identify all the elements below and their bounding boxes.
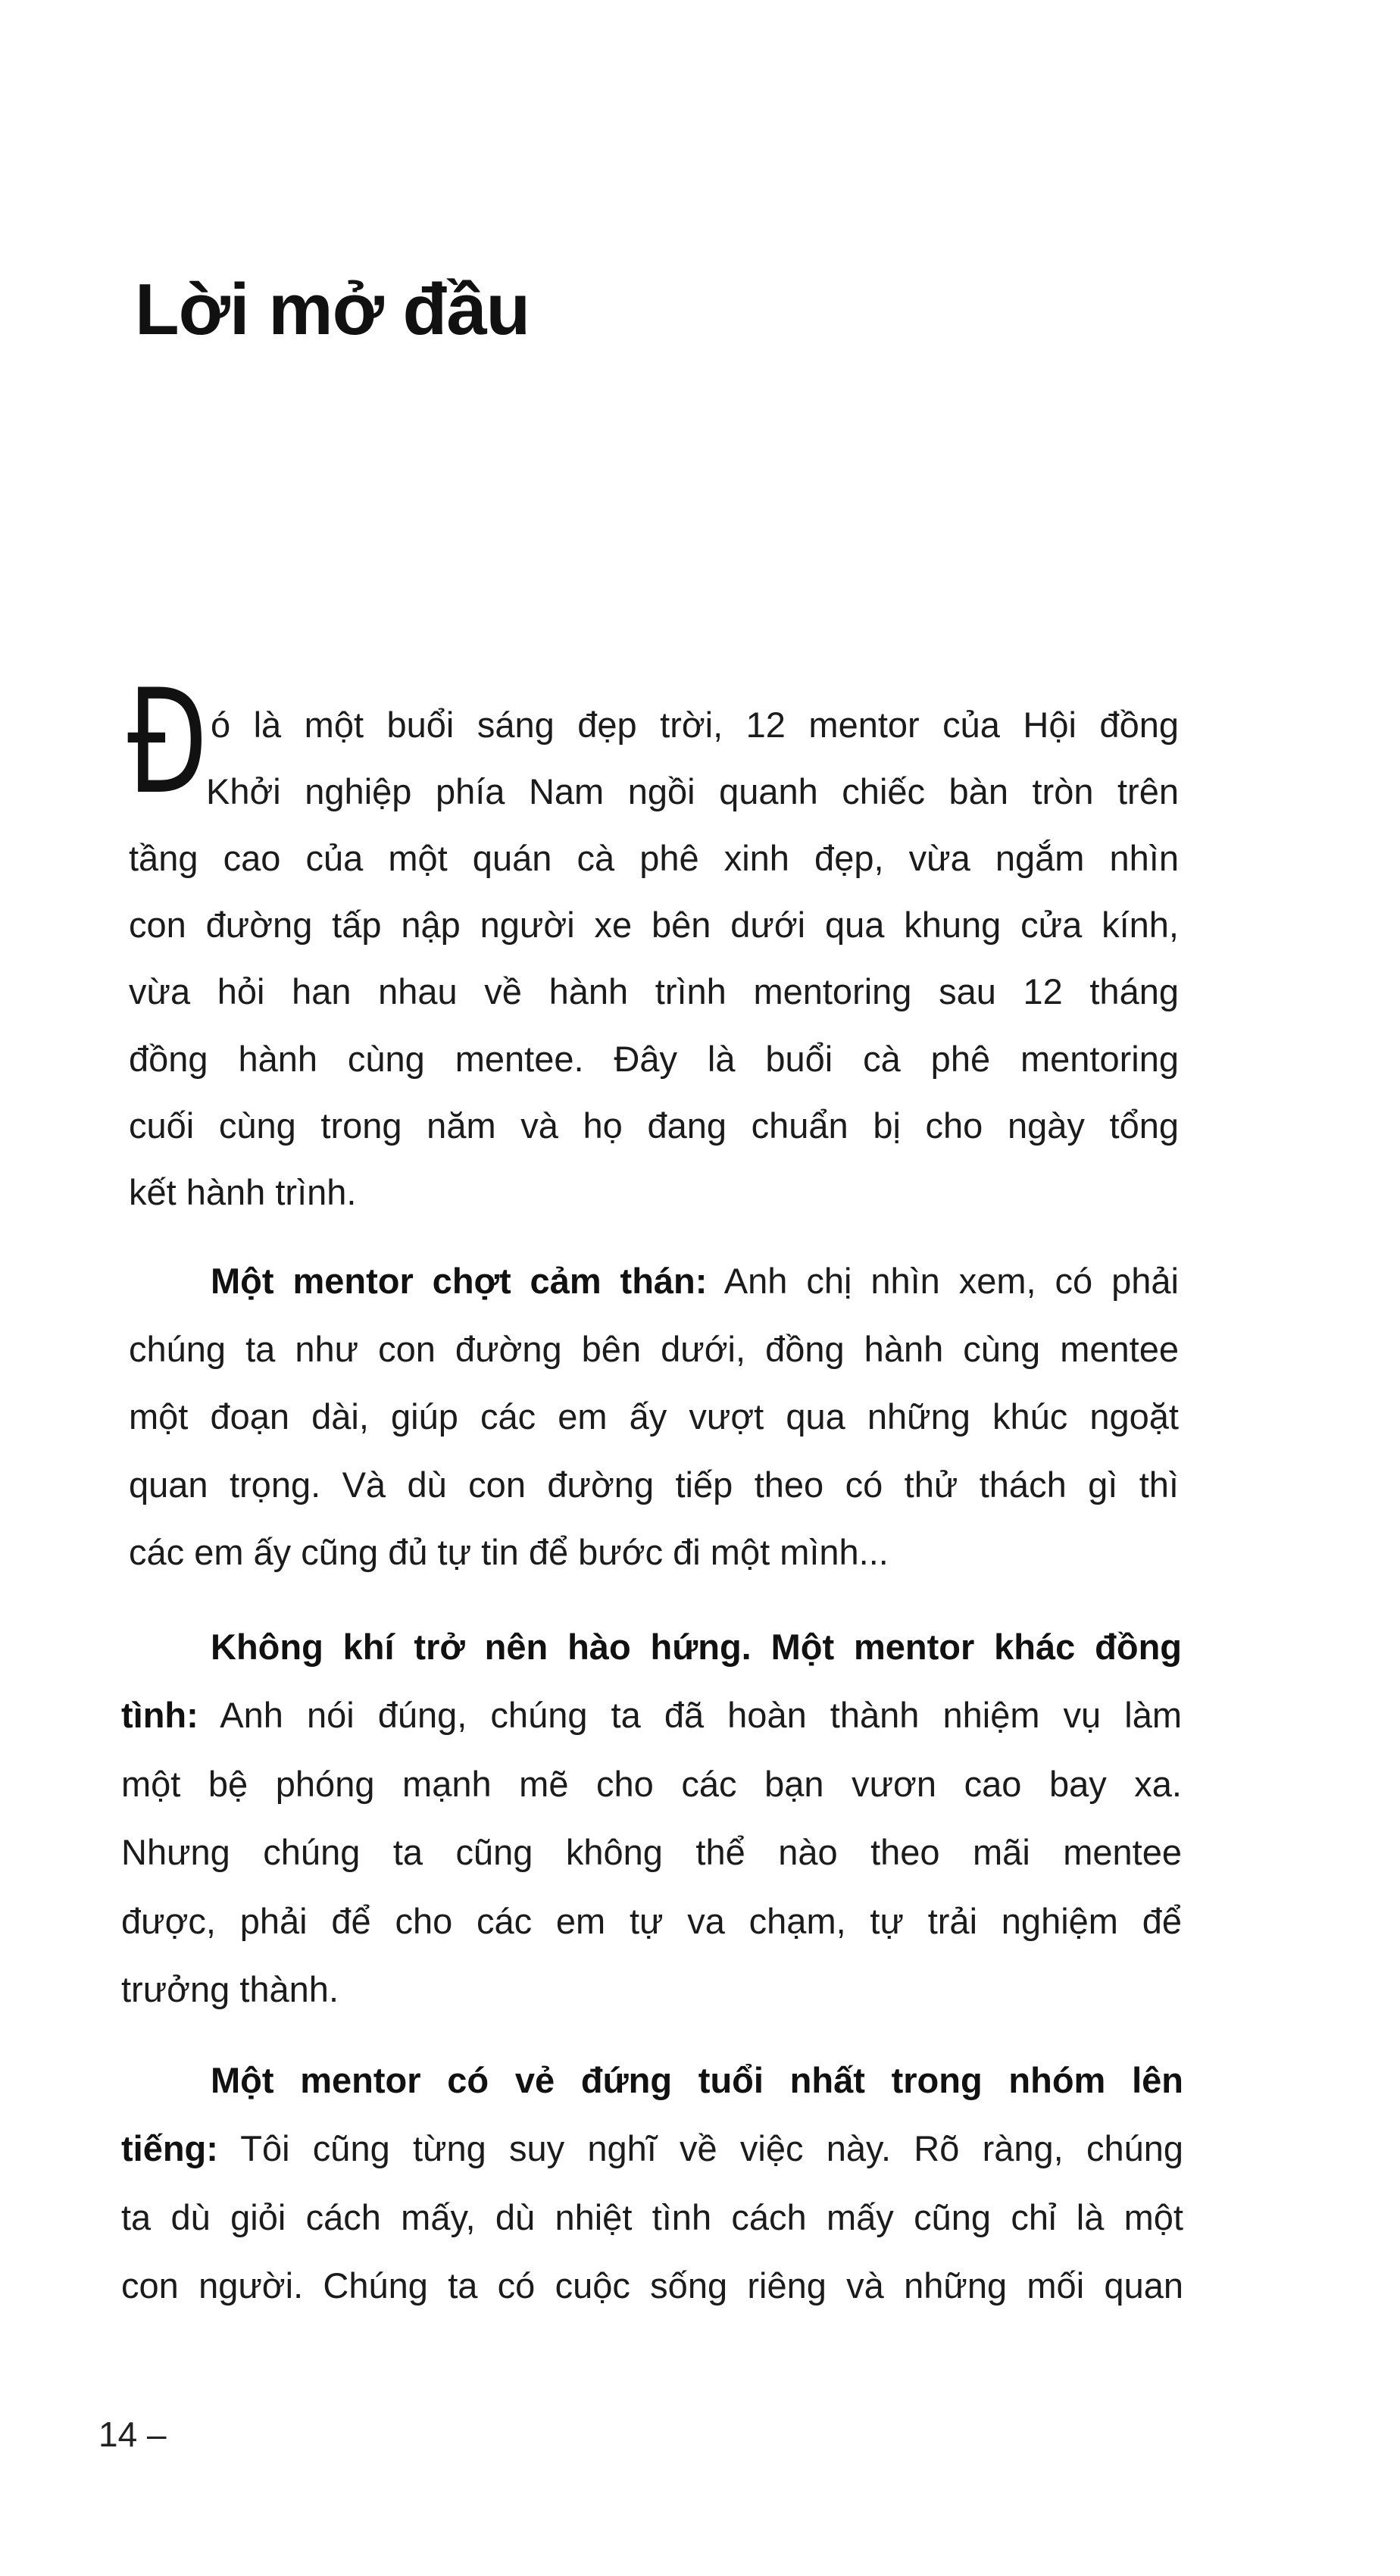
- text-line: [121, 1956, 1182, 2023]
- speaker-label: tình:: [121, 1695, 198, 1735]
- line-text: con người. Chúng ta có cuộc sống riêng và những mối quan: [121, 2265, 1183, 2306]
- line-text: đồng hành cùng mentee. Đây là buổi cà phê mentoring: [129, 1039, 1179, 1079]
- speaker-label: Không khí trở nên hào hứng. Một mentor khác đồng: [211, 1627, 1182, 1667]
- text-line: [121, 2184, 1183, 2251]
- text-line: [211, 2047, 1183, 2114]
- text-line: [129, 1316, 1179, 1383]
- line-text: ta dù giỏi cách mấy, dù nhiệt tình cách mấy cũng chỉ là một: [121, 2197, 1183, 2237]
- text-line: [129, 1383, 1179, 1450]
- line-text: kết hành trình.: [129, 1172, 357, 1212]
- line-text: tầng cao của một quán cà phê xinh đẹp, vừa ngắm nhìn: [129, 838, 1179, 878]
- line-text: Anh chị nhìn xem, có phải: [707, 1261, 1179, 1301]
- line-text: quan trọng. Và dù con đường tiếp theo có thử thách gì thì: [129, 1465, 1179, 1505]
- line-text: Khởi nghiệp phía Nam ngồi quanh chiếc bàn tròn trên: [206, 771, 1179, 811]
- text-line: [121, 2115, 1183, 2182]
- line-text: một bệ phóng mạnh mẽ cho các bạn vươn cao bay xa.: [121, 1764, 1182, 1804]
- line-text: trưởng thành.: [121, 1969, 339, 2009]
- text-line: [129, 1519, 1179, 1586]
- line-text: vừa hỏi han nhau về hành trình mentoring sau 12 tháng: [129, 971, 1179, 1011]
- page-number: 14 –: [98, 2415, 167, 2454]
- line-text: chúng ta như con đường bên dưới, đồng hành cùng mentee: [129, 1329, 1179, 1369]
- text-line: [206, 758, 1179, 825]
- text-line: [129, 958, 1179, 1025]
- text-line: [121, 2252, 1183, 2319]
- line-text: ó là một buổi sáng đẹp trời, 12 mentor của Hội đồng: [211, 705, 1179, 745]
- text-line: [129, 825, 1179, 892]
- drop-cap: Đ: [127, 658, 208, 826]
- text-line: [129, 1093, 1179, 1159]
- text-line: [121, 1751, 1182, 1818]
- text-line: [129, 1026, 1179, 1093]
- text-line: [211, 1614, 1182, 1680]
- line-text: Anh nói đúng, chúng ta đã hoàn thành nhiệm vụ làm: [198, 1695, 1182, 1735]
- text-line: [129, 1452, 1179, 1518]
- speaker-label: Một mentor chợt cảm thán:: [211, 1261, 708, 1301]
- text-line: [129, 892, 1179, 958]
- text-line: [211, 692, 1179, 758]
- line-text: con đường tấp nập người xe bên dưới qua khung cửa kính,: [129, 905, 1179, 945]
- speaker-label: tiếng:: [121, 2128, 218, 2168]
- line-text: một đoạn dài, giúp các em ấy vượt qua những khúc ngoặt: [129, 1396, 1179, 1436]
- chapter-title: Lời mở đầu: [135, 269, 530, 350]
- line-text: các em ấy cũng đủ tự tin để bước đi một mình...: [129, 1532, 889, 1572]
- text-line: [211, 1248, 1179, 1315]
- text-line: [129, 1159, 1179, 1226]
- line-text: Nhưng chúng ta cũng không thể nào theo mãi mentee: [121, 1832, 1182, 1872]
- line-text: được, phải để cho các em tự va chạm, tự trải nghiệm để: [121, 1901, 1182, 1941]
- text-line: [121, 1682, 1182, 1749]
- speaker-label: Một mentor có vẻ đứng tuổi nhất trong nhóm lên: [211, 2060, 1183, 2100]
- line-text: cuối cùng trong năm và họ đang chuẩn bị cho ngày tổng: [129, 1105, 1179, 1146]
- text-line: [121, 1888, 1182, 1955]
- line-text: Tôi cũng từng suy nghĩ về việc này. Rõ ràng, chúng: [217, 2128, 1183, 2168]
- text-line: [121, 1819, 1182, 1886]
